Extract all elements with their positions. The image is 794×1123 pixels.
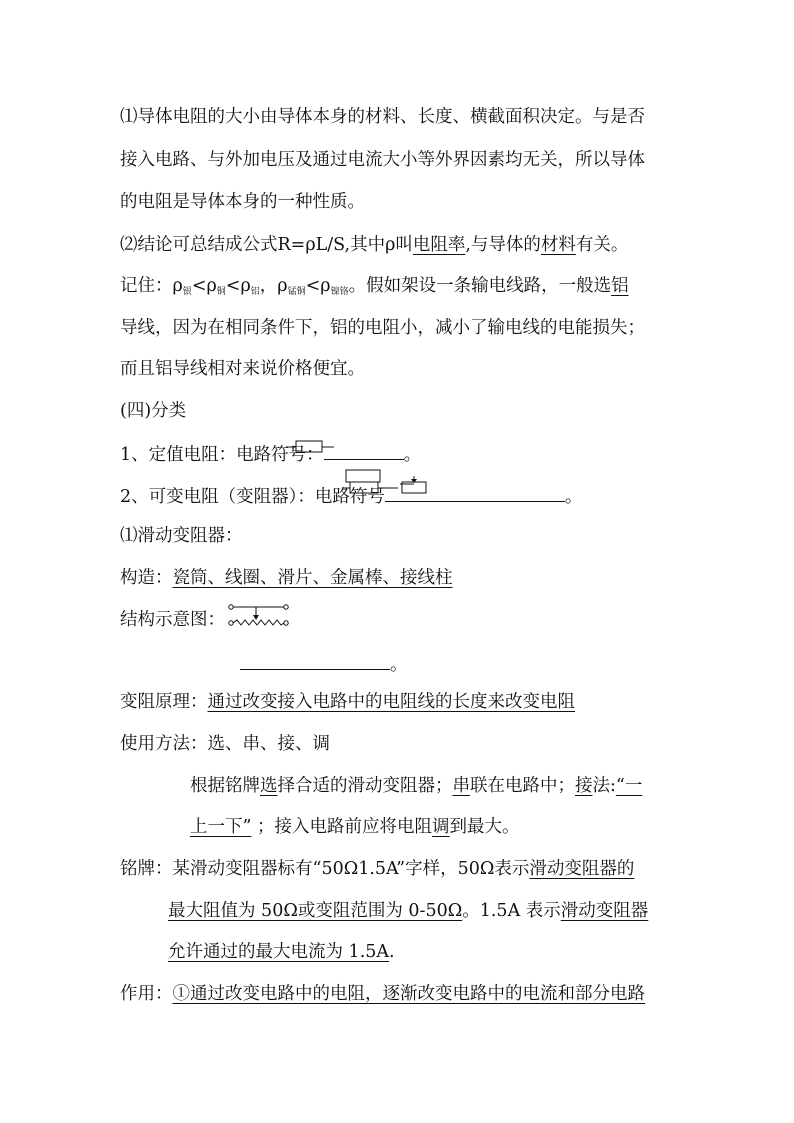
nameplate-text: 。1.5A 表示 xyxy=(462,901,561,921)
usage-keyword-series: 串 xyxy=(452,776,470,796)
usage-text: 根据铭牌 xyxy=(190,776,260,796)
remember-label: 记住： xyxy=(120,276,173,296)
usage-heading: 使用方法：选、串、接、调 xyxy=(120,734,330,754)
effect-value: ①通过改变电路中的电阻，逐渐改变电路中的电流和部分电路 xyxy=(172,984,645,1004)
para3-tail: 。假如架设一条输电线路，一般选 xyxy=(348,276,612,296)
nameplate-underlined: 允许通过的最大电流为 1.5A xyxy=(168,942,390,962)
para1-line3: 的电阻是导体本身的一种性质。 xyxy=(120,192,365,212)
diagram-label: 结构示意图： xyxy=(120,610,225,630)
para3-line3: 而且铝导线相对来说价格便宜。 xyxy=(120,359,365,379)
nameplate-line1 xyxy=(120,857,634,881)
nameplate-text: 铭牌：某滑动变阻器标有“50Ω1.5A”字样，50Ω表示 xyxy=(120,859,530,879)
period: 。 xyxy=(403,445,422,465)
less-than: < xyxy=(305,276,321,296)
diagram-blank xyxy=(240,651,390,670)
section4-heading: (四)分类 xyxy=(120,401,187,421)
resistivity-term: 电阻率 xyxy=(412,235,466,255)
para1-line1: ⑴导体电阻的大小由导体本身的材料、长度、横截面积决定。与是否 xyxy=(120,107,645,127)
usage-line1 xyxy=(190,774,642,798)
para3-line1 xyxy=(120,274,629,301)
aluminum-term: 铝 xyxy=(611,276,629,296)
nameplate-line2 xyxy=(168,899,648,923)
period: 。 xyxy=(390,655,408,675)
usage-text: 到最大。 xyxy=(449,817,520,837)
diagram-blank-line xyxy=(240,651,408,677)
variable-resistor-label: 2、可变电阻（变阻器）：电路符号 xyxy=(120,487,385,507)
effect-line xyxy=(120,982,645,1006)
construction-label: 构造： xyxy=(120,568,173,588)
para1-line2: 接入电路、与外加电压及通过电流大小等外界因素均无关，所以导体 xyxy=(120,150,645,170)
material-term: 材料 xyxy=(540,235,576,255)
principle-value: 通过改变接入电路中的电阻线的长度来改变电阻 xyxy=(207,692,575,712)
construction-line xyxy=(120,566,453,590)
variable-resistor-symbol-icon xyxy=(340,466,436,504)
usage-text: 择合适的滑动变阻器； xyxy=(277,776,453,796)
usage-keyword-adjust: 调 xyxy=(432,817,450,837)
usage-line2 xyxy=(190,815,520,839)
principle-label: 变阻原理： xyxy=(120,692,208,712)
para2-text-e: 有关。 xyxy=(575,235,629,255)
fixed-resistor-label: 1、定值电阻：电路符号： xyxy=(120,445,324,465)
principle-line xyxy=(120,690,575,714)
usage-text: 联在电路中； xyxy=(470,776,575,796)
usage-keyword-one-down: 上一下” xyxy=(190,817,252,837)
usage-keyword-one-up: “一 xyxy=(615,776,643,796)
nameplate-underlined: 滑动变阻器的 xyxy=(529,859,635,879)
construction-value: 瓷筒、线圈、滑片、金属棒、接线柱 xyxy=(172,568,453,588)
para2-text-c: ,与导体的 xyxy=(465,235,541,255)
period: . xyxy=(389,942,395,962)
usage-text: 法: xyxy=(592,776,616,796)
less-than: < xyxy=(225,276,241,296)
comma: ， xyxy=(259,276,278,296)
sliding-rheostat-title: ⑴滑动变阻器： xyxy=(120,526,243,546)
less-than: < xyxy=(191,276,207,296)
sub-copper: 铜 xyxy=(216,287,226,297)
sliding-rheostat-diagram-icon xyxy=(226,601,294,631)
nameplate-underlined: 滑动变阻器 xyxy=(560,901,649,921)
sub-silver: 银 xyxy=(182,287,192,297)
usage-text: ；接入电路前应将电阻 xyxy=(251,817,433,837)
period: 。 xyxy=(564,487,583,507)
rho-symbol: ρ xyxy=(206,276,217,296)
nameplate-line3 xyxy=(168,940,395,964)
sub-aluminum: 铝 xyxy=(250,287,260,297)
usage-keyword-select: 选 xyxy=(260,776,278,796)
para3-line2: 导线，因为在相同条件下，铝的电阻小，减小了输电线的电能损失； xyxy=(120,318,645,338)
effect-label: 作用： xyxy=(120,984,173,1004)
sub-nichrome: 镍铬 xyxy=(330,287,349,297)
sub-manganin: 锰铜 xyxy=(287,287,306,297)
fixed-resistor-line xyxy=(120,441,421,467)
rho-symbol: ρ xyxy=(277,276,288,296)
rho-symbol: ρ xyxy=(240,276,251,296)
usage-keyword-connect: 接 xyxy=(575,776,593,796)
nameplate-underlined: 最大阻值为 50Ω或变阻范围为 0-50Ω xyxy=(168,901,463,921)
fixed-resistor-symbol-icon xyxy=(284,436,340,458)
rho-symbol: ρ xyxy=(172,276,183,296)
rho-symbol: ρ xyxy=(320,276,331,296)
para2-text-a: ⑵结论可总结成公式R=ρL/S,其中ρ叫 xyxy=(120,235,413,255)
para2-line xyxy=(120,233,628,257)
